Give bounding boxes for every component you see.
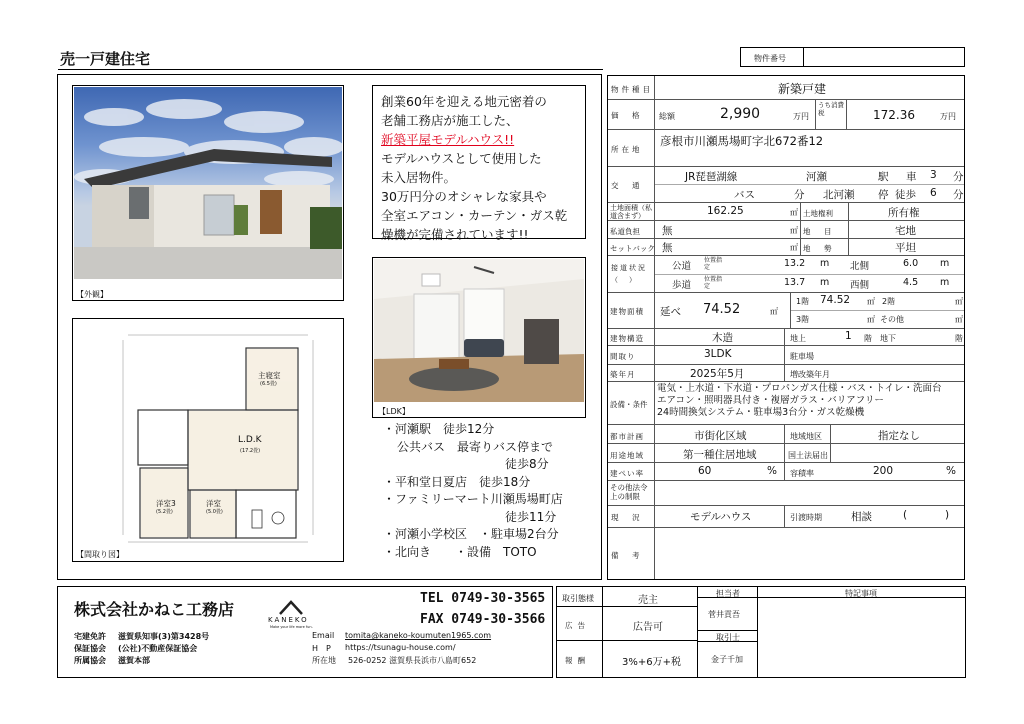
label-nobe: 延べ xyxy=(660,306,681,318)
label-youseki: 容積率 xyxy=(790,469,814,478)
hosho-value: (公社)不動産保証協会 xyxy=(118,644,198,653)
label-bus: バス xyxy=(734,189,755,201)
paren-close: ) xyxy=(945,509,950,521)
value-chimoku: 宅地 xyxy=(895,225,916,237)
promo-line: 全室エアコン・カーテン・ガス乾 xyxy=(381,208,568,223)
unit-m2-tatemono: ㎡ xyxy=(770,307,778,316)
label-genkyo: 現 況 xyxy=(611,513,643,522)
access-item: ・北向き ・設備 TOTO xyxy=(383,544,537,559)
value-kenpei: 60 xyxy=(698,465,712,477)
value-chijo: 1 xyxy=(845,330,852,342)
torihikisaki-label: 取引士 xyxy=(716,633,740,642)
label-chijo: 地上 xyxy=(790,334,806,343)
label-chika: 地下 xyxy=(880,334,896,343)
label-biko: 備 考 xyxy=(611,551,643,560)
label-tei: 停 xyxy=(878,189,889,201)
koukoku-value: 広告可 xyxy=(633,622,663,633)
addr-label: 所在地 xyxy=(312,656,336,665)
promo-line-highlight: 新築平屋モデルハウス!! xyxy=(381,132,515,147)
unit-m2: ㎡ xyxy=(790,208,798,217)
label-toshi: 都市計画 xyxy=(610,432,644,441)
label-kozo: 建物構造 xyxy=(610,334,644,343)
access-item: ・ファミリーマート川瀬馬場町店 xyxy=(383,492,563,506)
value-station: 河瀬 xyxy=(806,171,827,183)
torihiki-label: 取引態様 xyxy=(562,594,594,603)
unit-m2-f2: ㎡ xyxy=(955,297,963,306)
label-chikunen: 築年月 xyxy=(610,370,636,379)
label-parking: 駐車場 xyxy=(790,352,814,361)
room-yoshitsu: 洋室 xyxy=(206,499,221,508)
value-youseki: 200 xyxy=(873,465,894,477)
value-setsubi xyxy=(657,383,942,419)
value-shido: 無 xyxy=(662,225,673,237)
promo-line: 30万円分のオシャレな家具や xyxy=(381,189,547,204)
promo-line: 燥機が完備されています!! xyxy=(381,227,529,242)
label-kokudo: 国土法届出 xyxy=(788,451,828,460)
ldk-caption: 【LDK】 xyxy=(378,407,410,416)
label-setsudo: 接道状況（ ） xyxy=(611,264,647,284)
license-label: 宅建免許 xyxy=(74,632,106,641)
value-kenri: 所有権 xyxy=(888,207,920,219)
value-price: 2,990 xyxy=(720,106,761,122)
value-busstop: 北河瀬 xyxy=(823,189,855,201)
room-yoshitsu-size: (5.0畳) xyxy=(206,509,223,515)
access-item: 徒歩11分 xyxy=(505,509,557,524)
room-yoshitsu3: 洋室3 xyxy=(156,499,176,508)
value-chikunen: 2025年5月 xyxy=(690,368,745,380)
label-hikiwatashi: 引渡時期 xyxy=(790,513,822,522)
value-shubetsu: 新築戸建 xyxy=(778,82,827,96)
label-fun3: 分 xyxy=(953,189,964,201)
label-kotsu: 交 通 xyxy=(611,181,643,190)
promo-line: 老舗工務店が施工した、 xyxy=(381,113,519,128)
room-yoshitsu3-size: (5.2畳) xyxy=(156,509,173,515)
unit-man-yen: 万円 xyxy=(793,112,809,121)
value-tax: 172.36 xyxy=(873,108,915,122)
unit-m2-other: ㎡ xyxy=(955,315,963,324)
setsubi-line: 電気・上水道・下水道・プロパンガス仕様・バス・トイレ・洗面台 xyxy=(657,383,942,394)
kaneko-logo xyxy=(266,596,316,632)
access-item: ・河瀬駅 徒歩12分 xyxy=(383,422,495,436)
value-chisei: 平坦 xyxy=(895,242,916,254)
label-f2: 2階 xyxy=(882,297,896,306)
room-ldk: L.D.K xyxy=(238,435,262,445)
value-genkyo: モデルハウス xyxy=(690,511,752,523)
label-f1: 1階 xyxy=(796,297,810,306)
label-uchi-tax: うち消費税 xyxy=(818,101,844,117)
label-toho: 徒歩 xyxy=(895,189,916,201)
email-label: Email xyxy=(312,631,335,640)
label-shubetsu: 物件種目 xyxy=(611,85,653,94)
shozoku-label: 所属協会 xyxy=(74,656,106,665)
road2-w: 4.5 xyxy=(903,277,919,288)
label-kakaku: 価 格 xyxy=(611,111,643,120)
access-item: 徒歩8分 xyxy=(505,457,549,471)
access-item: ・平和堂日夏店 徒歩18分 xyxy=(383,474,531,489)
value-kozo: 木造 xyxy=(712,332,733,344)
logo-sub: Make your life more fun. xyxy=(270,625,313,629)
label-madori: 間取り xyxy=(610,352,636,361)
label-eki: 駅 xyxy=(878,171,889,183)
unit-m2b: ㎡ xyxy=(790,226,798,235)
label-other: その他 xyxy=(880,315,904,324)
road2-type: 歩道 xyxy=(672,280,692,291)
road2-shitei: 位置指定 xyxy=(704,276,723,290)
value-setback: 無 xyxy=(662,242,673,254)
road1-m: m xyxy=(820,258,830,269)
label-sha: 車 xyxy=(906,171,917,183)
deal-box xyxy=(556,586,966,678)
road2-m: m xyxy=(820,277,830,288)
road1-shitei: 位置指定 xyxy=(704,257,723,271)
label-setsubi: 設備・条件 xyxy=(610,400,648,409)
unit-pct: % xyxy=(767,465,777,477)
tanto-value: 菅井貢吾 xyxy=(708,610,740,619)
tokki-label: 特記事項 xyxy=(845,589,877,598)
setsubi-line: 24時間換気システム・駐車場3台分・ガス乾燥機 xyxy=(657,407,865,418)
label-kai: 階 xyxy=(864,334,872,343)
logo-text: KANEKO xyxy=(268,616,309,624)
value-min2: 6 xyxy=(930,187,937,199)
promo-line: モデルハウスとして使用した xyxy=(381,151,542,166)
floorplan-caption: 【間取り図】 xyxy=(76,550,124,559)
company-tel: TEL 0749-30-3565 xyxy=(420,591,546,606)
road1-len: 13.2 xyxy=(784,258,806,269)
license-value: 滋賀県知事(3)第3428号 xyxy=(118,632,210,641)
road2-len: 13.7 xyxy=(784,277,806,288)
label-tochi: 土地面積（私道含まず） xyxy=(610,204,652,220)
koukoku-label: 広告 xyxy=(565,621,590,630)
road1-w: 6.0 xyxy=(903,258,919,269)
room-master: 主寝室 xyxy=(258,371,281,380)
access-list xyxy=(383,421,563,561)
access-item: ・河瀬小学校区 ・駐車場2台分 xyxy=(383,527,559,541)
value-min1: 3 xyxy=(930,169,937,181)
torihiki-value: 売主 xyxy=(638,595,658,606)
value-line: JR琵琶湖線 xyxy=(685,171,738,183)
setsubi-line: エアコン・照明器具付き・複層ガラス・バリアフリー xyxy=(657,395,884,406)
unit-m2c: ㎡ xyxy=(790,243,798,252)
email-link[interactable]: tomita@kaneko-koumuten1965.com xyxy=(345,631,492,640)
label-kai2: 階 xyxy=(955,334,963,343)
label-kenpei: 建ぺい率 xyxy=(610,469,644,478)
label-setback: セットバック xyxy=(610,244,655,253)
road1-dir: 北側 xyxy=(850,261,870,272)
road2-dir: 西側 xyxy=(850,280,870,291)
value-madori: 3LDK xyxy=(704,348,732,360)
floorplan xyxy=(118,330,318,545)
room-master-size: (6.5畳) xyxy=(260,381,277,387)
ldk-photo xyxy=(374,259,584,402)
exterior-caption: 【外観】 xyxy=(76,290,108,299)
value-tochi: 162.25 xyxy=(707,205,744,217)
label-shozai: 所在地 xyxy=(611,145,643,154)
label-kenri: 土地権利 xyxy=(803,209,833,218)
label-zouchiku: 増改築年月 xyxy=(790,370,830,379)
label-chisei: 地 勢 xyxy=(803,244,835,253)
label-shido: 私道負担 xyxy=(610,227,640,236)
value-hikiwatashi: 相談 xyxy=(851,511,872,523)
unit-m2-f3: ㎡ xyxy=(867,315,875,324)
company-name: 株式会社かねこ工務店 xyxy=(74,600,235,619)
value-f1: 74.52 xyxy=(820,294,851,306)
road2-m2: m xyxy=(940,277,950,288)
value-chiiki: 指定なし xyxy=(878,430,920,442)
unit-man-yen2: 万円 xyxy=(940,112,956,121)
promo-line: 創業60年を迎える地元密着の xyxy=(381,94,547,109)
value-toshi: 市街化区域 xyxy=(694,430,747,442)
room-ldk-size: (17.2畳) xyxy=(240,448,261,454)
label-tatemono: 建物面積 xyxy=(610,307,644,316)
company-fax: FAX 0749-30-3566 xyxy=(420,612,546,627)
exterior-photo xyxy=(74,87,342,279)
tanto-label: 担当者 xyxy=(716,589,740,598)
label-f3: 3階 xyxy=(796,315,810,324)
hp-link[interactable]: https://tsunagu-house.com/ xyxy=(345,643,456,652)
paren-open: ( xyxy=(903,509,908,521)
label-yoto: 用途地域 xyxy=(610,451,644,460)
shozoku-value: 滋賀本部 xyxy=(118,656,150,665)
label-chiiki: 地域地区 xyxy=(790,432,822,441)
label-sougaku: 総額 xyxy=(659,112,675,121)
hosho-label: 保証協会 xyxy=(74,644,106,653)
label-hoka: その他法令上の制限 xyxy=(610,483,648,501)
access-item: 公共バス 最寄りバス停まで xyxy=(397,439,554,454)
promo-line: 未入居物件。 xyxy=(381,170,457,185)
hoshu-label: 報酬 xyxy=(565,656,590,665)
addr-value: 526-0252 滋賀県長浜市八島町652 xyxy=(348,656,477,665)
value-address: 彦根市川瀬馬場町字北672番12 xyxy=(660,134,824,148)
value-yoto: 第一種住居地域 xyxy=(683,449,757,461)
road1-m2: m xyxy=(940,258,950,269)
label-chimoku: 地 目 xyxy=(803,227,835,236)
hoshu-value: 3%+6万+税 xyxy=(622,657,681,668)
value-tatemono: 74.52 xyxy=(703,302,741,317)
torihikisaki-value: 金子千加 xyxy=(711,655,743,664)
label-fun2: 分 xyxy=(794,189,805,201)
bukken-no-label: 物件番号 xyxy=(754,54,786,63)
unit-m2-f1: ㎡ xyxy=(867,297,875,306)
page-title: 売一戸建住宅 xyxy=(60,50,151,68)
unit-pct2: % xyxy=(946,465,956,477)
promo-text xyxy=(381,92,567,244)
hp-label: H P xyxy=(312,644,331,653)
road1-type: 公道 xyxy=(672,261,692,272)
label-fun: 分 xyxy=(953,171,964,183)
